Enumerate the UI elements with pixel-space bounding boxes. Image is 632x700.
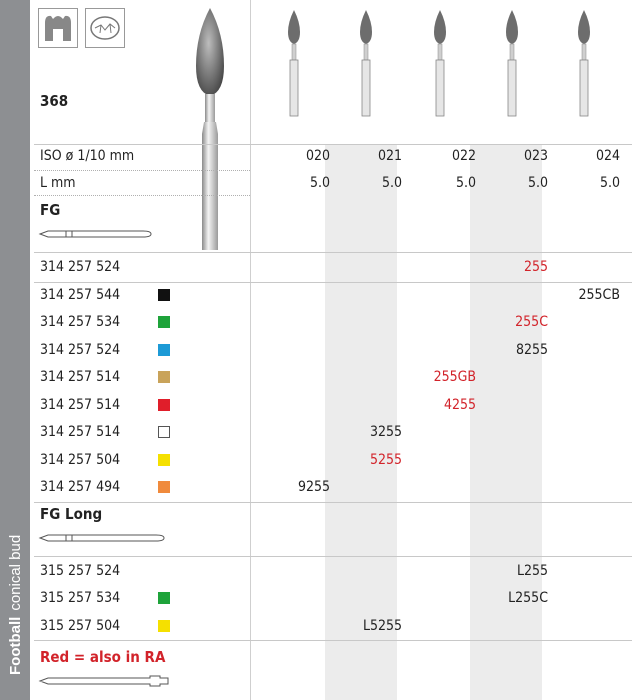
product-code-cell: L255C [508, 590, 548, 606]
header-value: 022 [451, 148, 476, 164]
header-rule [34, 144, 632, 145]
shank-icon [38, 226, 153, 242]
article-code: 314 257 494 [40, 479, 121, 495]
color-ring-swatch [158, 592, 170, 604]
product-code-cell: 255C [515, 314, 548, 330]
article-code: 315 257 524 [40, 562, 121, 579]
color-ring-swatch [158, 399, 170, 411]
header-value: 5.0 [527, 175, 548, 191]
product-code-cell: 3255 [369, 424, 402, 440]
article-code: 315 257 534 [40, 590, 121, 606]
header-value: 024 [595, 148, 620, 164]
article-code: 315 257 504 [40, 617, 121, 634]
mini-bur-illustration [284, 8, 304, 118]
model-number: 368 [40, 92, 69, 110]
bur-illustration [180, 4, 240, 252]
product-code-cell: L5255 [362, 617, 402, 634]
section-title: FG [40, 201, 61, 219]
section-rule [34, 252, 632, 253]
footnote: Red = also in RA [40, 648, 166, 666]
color-ring-swatch [158, 344, 170, 356]
article-code: 314 257 524 [40, 259, 121, 275]
tooth-occlusal-icon [85, 8, 125, 48]
mini-bur-illustration [502, 8, 522, 118]
article-code: 314 257 514 [40, 369, 121, 385]
header-value: 5.0 [455, 175, 476, 191]
tooth-crown-icon [38, 8, 78, 48]
section-rule [34, 556, 632, 557]
header-value: 5.0 [309, 175, 330, 191]
header-row-label: ISO ø 1/10 mm [40, 148, 135, 164]
color-ring-swatch [158, 454, 170, 466]
header-row-label: L mm [40, 175, 76, 191]
color-ring-swatch [158, 426, 170, 438]
column-shade-023 [470, 144, 542, 700]
header-value: 5.0 [381, 175, 402, 191]
article-code: 314 257 544 [40, 286, 121, 303]
product-code-cell: 255CB [578, 286, 620, 303]
section-title: FG Long [40, 504, 103, 523]
shank-icon [38, 530, 166, 546]
product-code-cell: 255GB [433, 369, 476, 385]
article-code: 314 257 524 [40, 341, 121, 358]
color-ring-swatch [158, 289, 170, 301]
column-divider [250, 0, 251, 700]
header-value: 023 [523, 148, 548, 164]
row-rule [34, 282, 632, 283]
color-ring-swatch [158, 316, 170, 328]
header-value: 021 [377, 148, 402, 164]
color-ring-swatch [158, 481, 170, 493]
sidebar [0, 0, 30, 700]
product-code-cell: 5255 [369, 451, 402, 468]
mini-bur-illustration [356, 8, 376, 118]
row-rule [34, 170, 250, 171]
article-code: 314 257 534 [40, 314, 121, 330]
mini-bur-illustration [430, 8, 450, 118]
ra-shank-icon [38, 672, 178, 690]
product-code-cell: 255 [523, 259, 548, 275]
row-rule [34, 195, 250, 196]
color-ring-swatch [158, 620, 170, 632]
product-code-cell: L255 [516, 562, 548, 579]
sidebar-label: Footballconical bud [7, 534, 24, 675]
section-rule [34, 502, 632, 503]
product-code-cell: 9255 [297, 479, 330, 495]
section-rule [34, 640, 632, 641]
article-code: 314 257 514 [40, 396, 121, 413]
product-code-cell: 8255 [515, 341, 548, 358]
color-ring-swatch [158, 371, 170, 383]
header-value: 020 [305, 148, 330, 164]
product-code-cell: 4255 [443, 396, 476, 413]
mini-bur-illustration [574, 8, 594, 118]
article-code: 314 257 504 [40, 451, 121, 468]
article-code: 314 257 514 [40, 424, 121, 440]
header-value: 5.0 [599, 175, 620, 191]
